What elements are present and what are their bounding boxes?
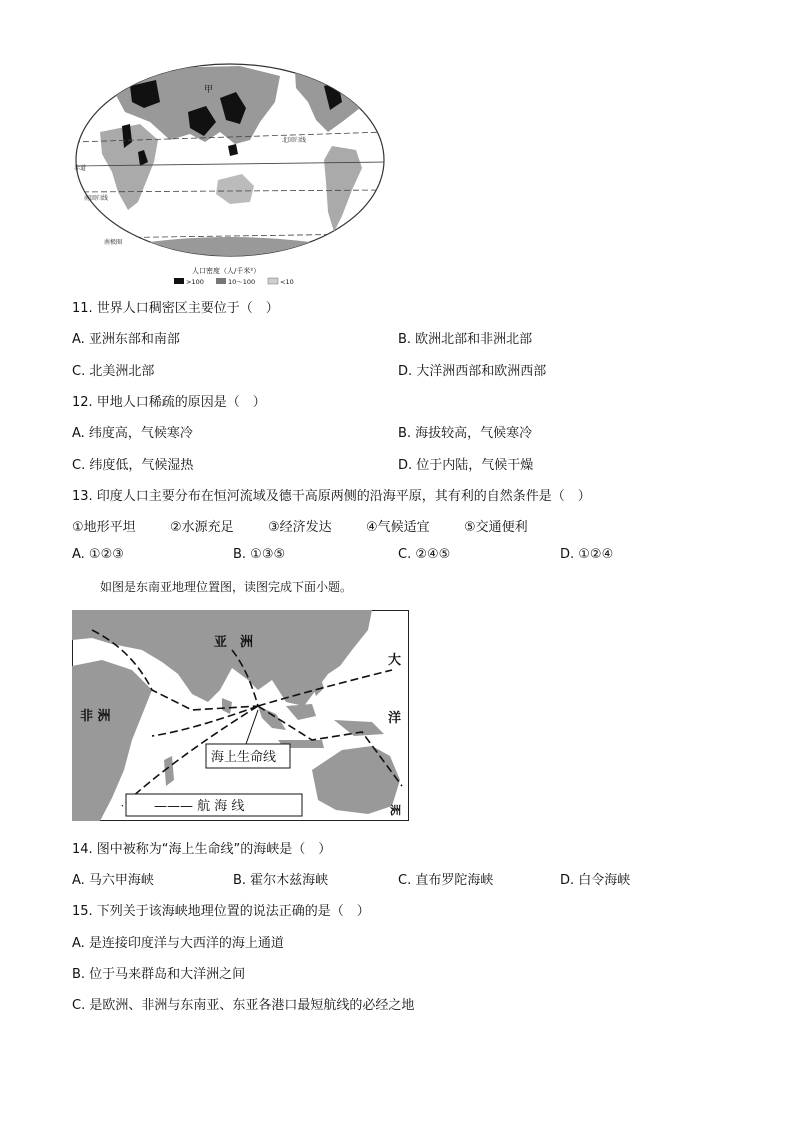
map2-label-asia: 亚 洲 [214, 635, 254, 650]
q12-stem: 12. 甲地人口稀疏的原因是（ ） [72, 395, 266, 410]
map2-label-africa: 非 洲 [80, 709, 111, 724]
q11-option-c[interactable]: C. 北美洲北部 [72, 364, 155, 379]
map1-label-north-tropic: 北回归线 [282, 137, 307, 144]
q12-option-b[interactable]: B. 海拔较高，气候寒冷 [398, 426, 533, 441]
q12-option-c[interactable]: C. 纬度低，气候湿热 [72, 458, 194, 473]
q15-option-a[interactable]: A. 是连接印度洋与大西洋的海上通道 [72, 936, 284, 951]
q11-option-b[interactable]: B. 欧洲北部和非洲北部 [398, 332, 533, 347]
map1-legend-title: 人口密度（人/千米²） [192, 267, 261, 275]
map2-intro-text: 如图是东南亚地理位置图，读图完成下面小题。 [100, 580, 353, 594]
map2-label-yang: 洋 [388, 711, 402, 726]
legend-item-dense: >100 [186, 278, 204, 286]
map1-label-south-tropic: 南回归线 [84, 195, 109, 202]
q13-condition-2: ②水源充足 [170, 520, 234, 535]
q15-option-c[interactable]: C. 是欧洲、非洲与东南亚、东亚各港口最短航线的必经之地 [72, 998, 415, 1013]
legend-item-sparse: <10 [280, 278, 294, 286]
q14-option-c[interactable]: C. 直布罗陀海峡 [398, 873, 494, 888]
map1-label-equator: 赤道 [74, 165, 87, 172]
world-population-density-map [70, 62, 390, 290]
q13-condition-3: ③经济发达 [268, 520, 332, 535]
legend-swatch-sparse [268, 278, 278, 284]
q14-stem: 14. 图中被称为“海上生命线”的海峡是（ ） [72, 842, 332, 857]
q14-option-d[interactable]: D. 白令海峡 [560, 873, 631, 888]
q15-option-b[interactable]: B. 位于马来群岛和大洋洲之间 [72, 967, 246, 982]
q11-stem: 11. 世界人口稠密区主要位于（ ） [72, 301, 279, 316]
q13-condition-5: ⑤交通便利 [464, 520, 528, 535]
southeast-asia-map [72, 610, 409, 821]
map1-label-antarctic-circle: 南极圈 [104, 239, 123, 246]
q13-condition-4: ④气候适宜 [366, 520, 430, 535]
legend-swatch-dense [174, 278, 184, 284]
q15-stem: 15. 下列关于该海峡地理位置的说法正确的是（ ） [72, 904, 370, 919]
q13-option-b[interactable]: B. ①③⑤ [233, 547, 286, 562]
legend-swatch-medium [216, 278, 226, 284]
q14-option-a[interactable]: A. 马六甲海峡 [72, 873, 154, 888]
legend-item-medium: 10～100 [228, 278, 256, 286]
map2-legend-text: ——— 航 海 线 [154, 799, 245, 814]
q13-option-a[interactable]: A. ①②③ [72, 547, 124, 562]
map2-callout-text: 海上生命线 [211, 750, 277, 765]
map2-label-da: 大 [388, 653, 402, 668]
q12-option-a[interactable]: A. 纬度高，气候寒冷 [72, 426, 193, 441]
map2-label-zhou: 洲 [390, 804, 401, 817]
q14-option-b[interactable]: B. 霍尔木兹海峡 [233, 873, 329, 888]
q12-option-d[interactable]: D. 位于内陆，气候干燥 [398, 458, 534, 473]
q11-option-d[interactable]: D. 大洋洲西部和欧洲西部 [398, 364, 547, 379]
q11-option-a[interactable]: A. 亚洲东部和南部 [72, 332, 180, 347]
q13-condition-1: ①地形平坦 [72, 520, 136, 535]
q13-stem: 13. 印度人口主要分布在恒河流域及德干高原两侧的沿海平原，其有利的自然条件是（ ） [72, 489, 591, 504]
map1-label-jia: 甲 [204, 85, 214, 95]
q13-option-d[interactable]: D. ①②④ [560, 547, 614, 562]
q13-option-c[interactable]: C. ②④⑤ [398, 547, 451, 562]
